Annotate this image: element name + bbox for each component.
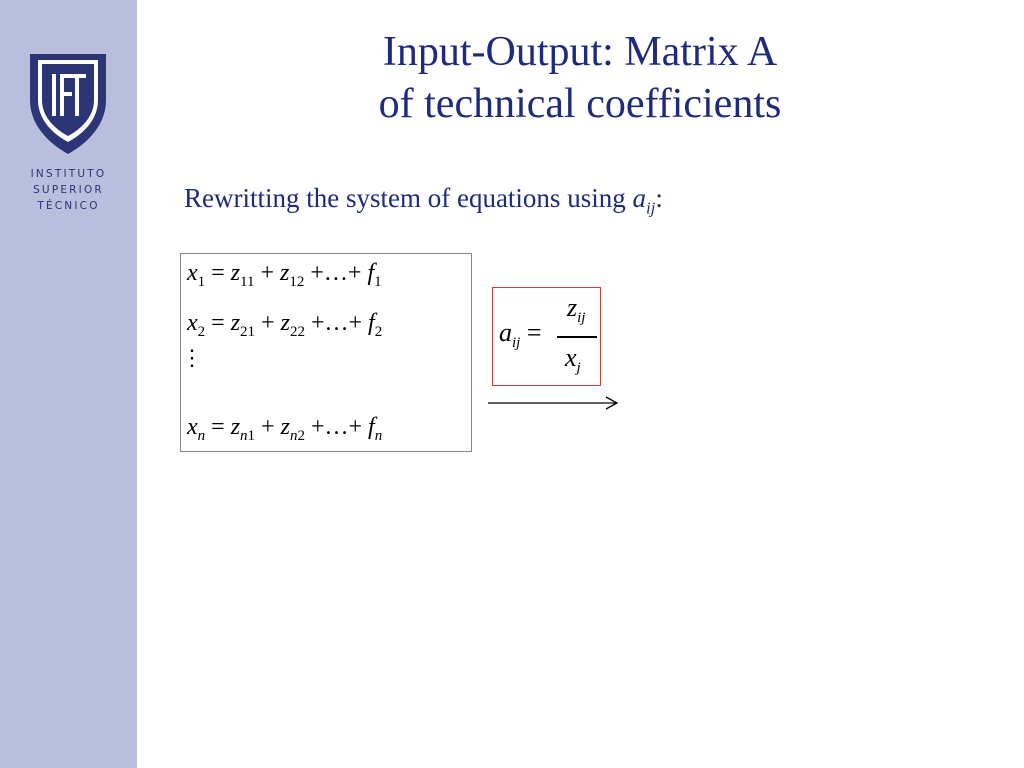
fraction-bar bbox=[557, 336, 597, 338]
fraction-numerator: $z_{ij}$ bbox=[567, 293, 586, 327]
equation-2: $x_2 = z_{21} + z_{22}$ +…+ $f_2$ bbox=[187, 310, 383, 340]
fraction-denominator: $x_j$ bbox=[565, 343, 581, 377]
institute-line-2: SUPERIOR bbox=[33, 184, 104, 196]
vertical-ellipsis: ⋮ bbox=[181, 345, 203, 370]
equation-1: $x_1 = z_{11} + z_{12}$ +…+ $f_1$ bbox=[187, 260, 382, 290]
subtitle-text: Rewritting the system of equations using bbox=[184, 183, 633, 213]
subtitle-var-sub: ij bbox=[645, 198, 656, 218]
equation-n: $x_n = z_{n1} + z_{n2}$ +…+ $f_n$ bbox=[187, 414, 383, 444]
equation-system-box bbox=[180, 253, 472, 452]
subtitle-suffix: : bbox=[655, 183, 663, 213]
definition-lhs: $a_{ij}$ = bbox=[499, 318, 542, 352]
slide-title bbox=[180, 26, 980, 130]
title-line-1: Input-Output: Matrix A bbox=[382, 29, 778, 75]
arrow-right-icon bbox=[488, 395, 620, 411]
ist-shield-logo bbox=[28, 52, 108, 156]
institute-line-1: INSTITUTO bbox=[30, 168, 107, 180]
institute-line-3: TÉCNICO bbox=[37, 200, 100, 212]
slide-subtitle bbox=[184, 183, 663, 218]
coefficient-definition-box bbox=[492, 287, 601, 386]
sidebar bbox=[0, 0, 137, 768]
title-line-2: of technical coefficients bbox=[378, 81, 782, 127]
subtitle-var: $a_{ij}$ bbox=[632, 183, 656, 218]
institute-name bbox=[0, 166, 137, 214]
